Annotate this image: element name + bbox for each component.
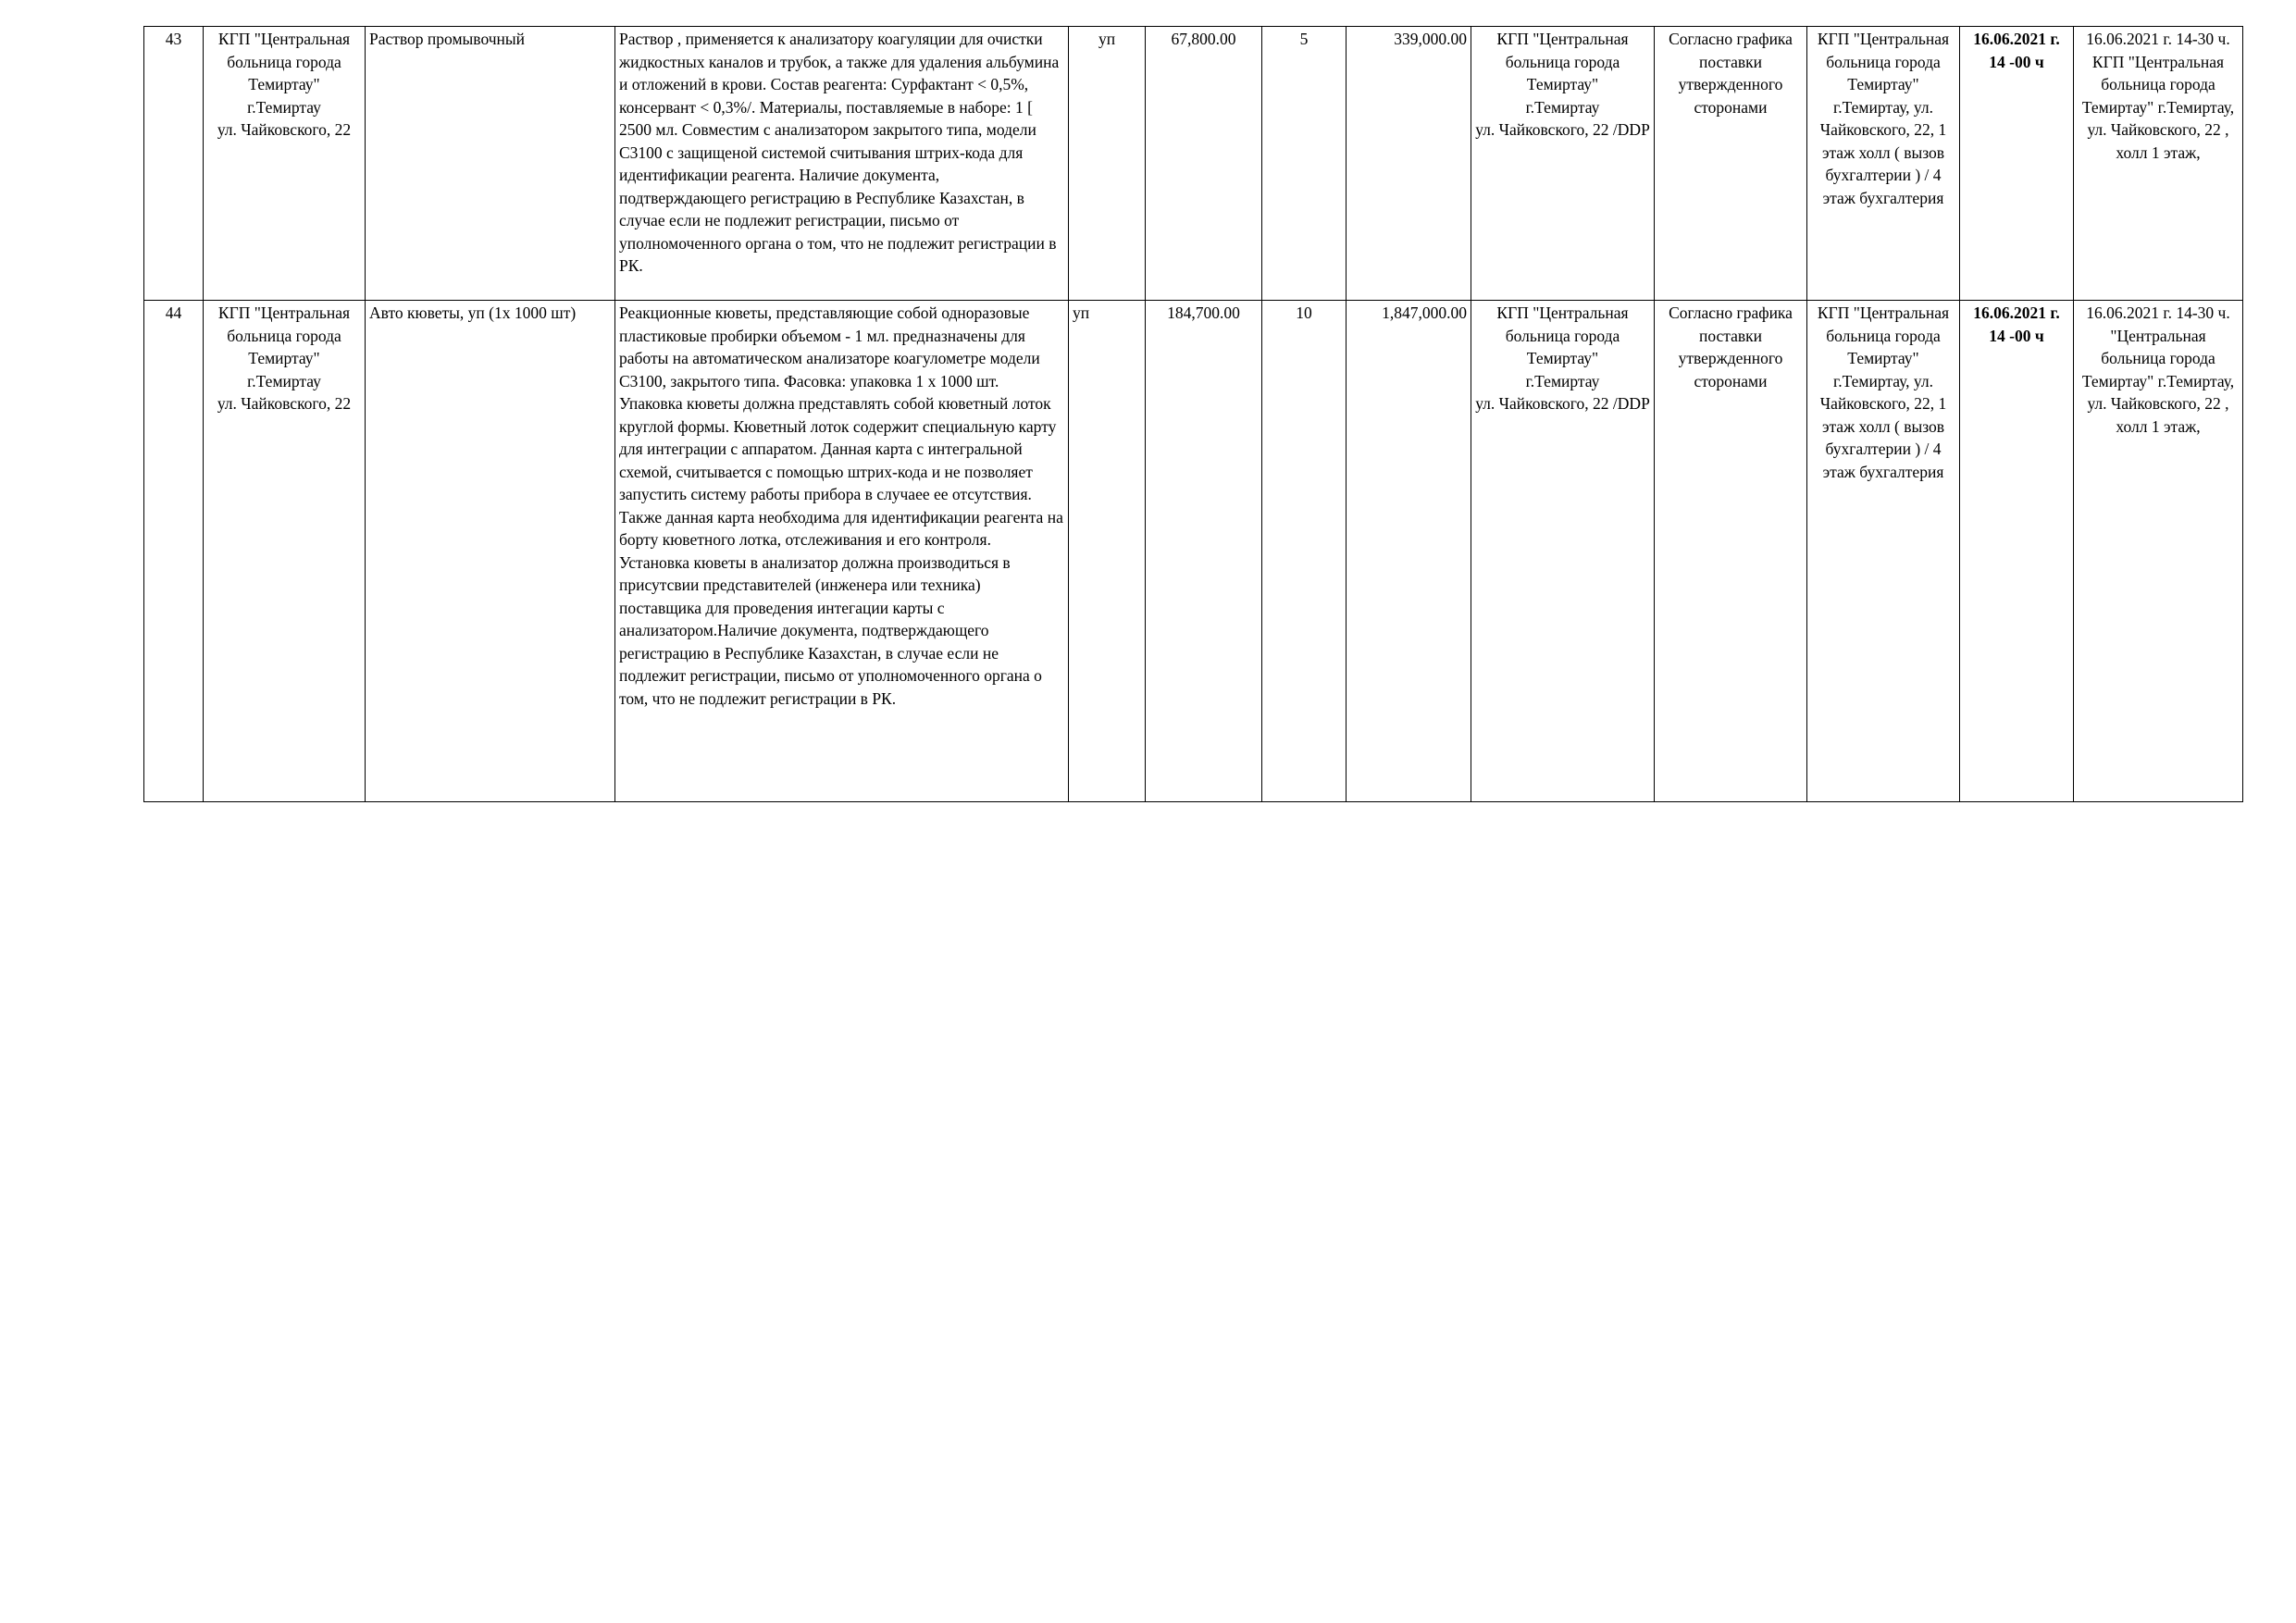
lot-number-cell: 43 xyxy=(144,27,204,301)
total-sum-cell: 1,847,000.00 xyxy=(1347,301,1471,802)
customer-cell: КГП "Центральная больница города Темиртау" г.Темиртау ул. Чайковского, 22 xyxy=(204,301,366,802)
item-name-cell: Авто кюветы, уп (1х 1000 шт) xyxy=(366,301,615,802)
lot-number-cell: 44 xyxy=(144,301,204,802)
total-sum-cell: 339,000.00 xyxy=(1347,27,1471,301)
delivery-terms-cell: Согласно графика поставки утвержденного сторонами xyxy=(1655,27,1807,301)
delivery-terms-cell: Согласно графика поставки утвержденного сторонами xyxy=(1655,301,1807,802)
delivery-place-cell: КГП "Центральная больница города Темиртау" г.Темиртау ул. Чайковского, 22 /DDP xyxy=(1471,27,1655,301)
tender-lots-table xyxy=(143,26,2243,802)
customer-cell: КГП "Центральная больница города Темиртау" г.Темиртау ул. Чайковского, 22 xyxy=(204,27,366,301)
unit-price-cell: 67,800.00 xyxy=(1146,27,1262,301)
unit-price-cell: 184,700.00 xyxy=(1146,301,1262,802)
submission-place-cell: КГП "Центральная больница города Темиртау" г.Темиртау, ул. Чайковского, 22, 1 этаж холл ( вызов бухгалтерии ) / 4 этаж бухгалтерия xyxy=(1807,301,1960,802)
submission-deadline-cell: 16.06.2021 г. 14 -00 ч xyxy=(1960,301,2074,802)
quantity-cell: 5 xyxy=(1262,27,1347,301)
table-row xyxy=(144,27,2243,301)
quantity-cell: 10 xyxy=(1262,301,1347,802)
submission-deadline-cell: 16.06.2021 г. 14 -00 ч xyxy=(1960,27,2074,301)
opening-date-place-cell: 16.06.2021 г. 14-30 ч. КГП "Центральная больница города Темиртау" г.Темиртау, ул. Чайковского, 22 , холл 1 этаж, xyxy=(2074,27,2243,301)
unit-cell: уп xyxy=(1069,301,1146,802)
delivery-place-cell: КГП "Центральная больница города Темиртау" г.Темиртау ул. Чайковского, 22 /DDP xyxy=(1471,301,1655,802)
item-description-cell: Раствор , применяется к анализатору коагуляции для очистки жидкостных каналов и трубок, а также для удаления альбумина и отложений в крови. Состав реагента: Сурфактант < 0,5%, консервант < 0,3%/. Материалы, поставляемые в наборе: 1 [ 2500 мл. Совместим с анализатором закрытого типа, модели С3100 с защищеной системой считывания штрих-кода для идентификации реагента. Наличие документа, подтверждающего регистрацию в Республике Казахстан, в случае если не подлежит регистрации, письмо от уполномоченного органа о том, что не подлежит регистрации в РК. xyxy=(615,27,1069,301)
item-description-cell: Реакционные кюветы, представляющие собой одноразовые пластиковые пробирки объемом - 1 мл. предназначены для работы на автоматическом анализаторе коагулометре модели С3100, закрытого типа. Фасовка: упаковка 1 х 1000 шт. Упаковка кюветы должна представлять собой кюветный лоток круглой формы. Кюветный лоток содержит специальную карту для интеграции с аппаратом. Данная карта с интегральной схемой, считывается с помощью штрих-кода и не позволяет запустить систему работы прибора в случаее ее отсутствия. Также данная карта необходима для идентификации реагента на борту кюветного лотка, отслеживания и его контроля. Установка кюветы в анализатор должна производиться в присутсвии представителей (инженера или техника) поставщика для проведения интегации карты с анализатором.Наличие документа, подтверждающего регистрацию в Республике Казахстан, в случае если не подлежит регистрации, письмо от уполномоченного органа о том, что не подлежит регистрации в РК. xyxy=(615,301,1069,802)
submission-place-cell: КГП "Центральная больница города Темиртау" г.Темиртау, ул. Чайковского, 22, 1 этаж холл ( вызов бухгалтерии ) / 4 этаж бухгалтерия xyxy=(1807,27,1960,301)
opening-date-place-cell: 16.06.2021 г. 14-30 ч. "Центральная больница города Темиртау" г.Темиртау, ул. Чайковского, 22 , холл 1 этаж, xyxy=(2074,301,2243,802)
table-row xyxy=(144,301,2243,802)
unit-cell: уп xyxy=(1069,27,1146,301)
item-name-cell: Раствор промывочный xyxy=(366,27,615,301)
